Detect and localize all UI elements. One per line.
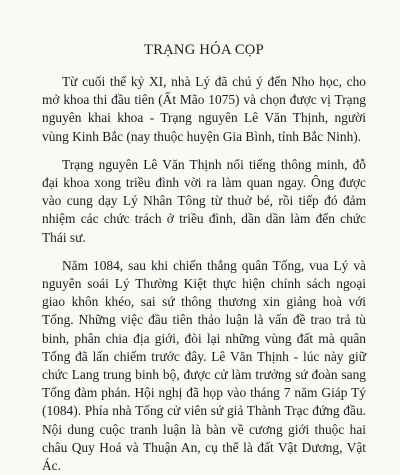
- paragraph-3: Năm 1084, sau khi chiến thắng quân Tống, vua Lý và nguyên soái Lý Thường Kiệt thực hiện chính sách ngoại giao khôn khéo, sai sứ thông thương xin giảng hoà với Tống. Những việc đầu tiên thảo luận là vấn đề trao trả tù binh, phân chia địa giới, đòi lại những vùng đất mà quân Tống đã lấn chiếm trước đây. Lê Văn Thịnh - lúc này giữ chức Lang trung binh bộ, được cử làm trưởng sứ đoàn sang Tống đàm phán. Hội nghị đã họp vào tháng 7 năm Giáp Tý (1084). Phía nhà Tống cử viên sứ giả Thành Trạc đứng đầu. Nội dung cuộc tranh luận là bàn về cương giới thuộc hai châu Quy Hoá và Thuận An, cụ thể là đất Vật Dương, Vật Ác.: [42, 257, 366, 474]
- paragraph-1: Từ cuối thế kỷ XI, nhà Lý đã chú ý đến Nho học, cho mở khoa thi đầu tiên (Ất Mão 1075) và chọn được vị Trạng nguyên khai khoa - Trạng nguyên Lê Văn Thịnh, người vùng Kinh Bắc (nay thuộc huyện Gia Bình, tỉnh Bắc Ninh).: [42, 74, 366, 144]
- chapter-title: TRẠNG HÓA CỌP: [144, 42, 264, 58]
- paragraph-2: Trạng nguyên Lê Văn Thịnh nổi tiếng thông minh, đỗ đại khoa xong triều đình vời ra làm quan ngay. Ông được vào cung dạy Lý Nhân Tông từ thuở bé, rồi tiếp đó đảm nhiệm các chức trách ở triều đình, dần dần làm đến chức Thái sư.: [42, 156, 366, 245]
